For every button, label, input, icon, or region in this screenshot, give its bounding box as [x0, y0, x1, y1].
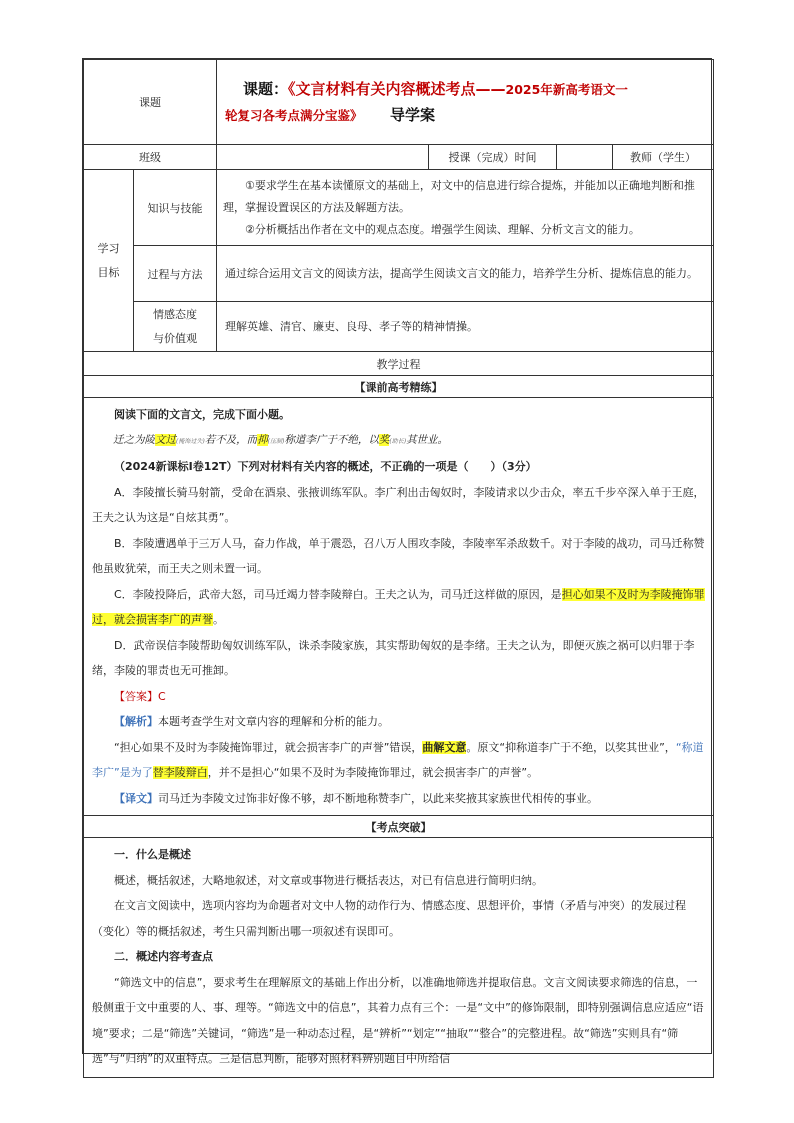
translation-line: 【译文】司马迁为李陵文过饰非好像不够，却不断地称赞李广，以此来奖掖其家族世代相传的事业。: [114, 791, 598, 805]
option-b: B．李陵遭遇单于三万人马，奋力作战，单于震恐，召八万人围攻李陵，李陵率军杀敌数千。对于李陵的战功，司马迁称赞他虽败犹荣，而王夫之则未置一词。: [92, 536, 705, 575]
topic-label: 课题: [84, 60, 217, 145]
info-row: [84, 145, 714, 170]
option-c: C．李陵投降后，武帝大怒，司马迁竭力替李陵辩白。王夫之认为，司马迁这样做的原因，是担心如果不及时为李陵掩饰罪过，就会损害李广的声誉。: [92, 587, 705, 626]
practice-content: [84, 398, 714, 816]
keypoints-row: [84, 838, 714, 1078]
keypoint-para-2: 在文言文阅读中，选项内容均为命题者对文中人物的动作行为、情感态度、思想评价，事情（矛盾与冲突）的发展过程（变化）等的概括叙述，考生只需判断出哪一项叙述有误即可。: [92, 899, 686, 938]
section1-heading-row: [84, 376, 714, 398]
goals-label: 学习 目标: [84, 170, 134, 352]
class-value[interactable]: [217, 145, 429, 170]
goal-text-knowledge: ①要求学生在基本读懂原文的基础上，对文中的信息进行综合提炼，并能加以正确地判断和推理，掌握设置误区的方法及解题方法。 ②分析概括出作者在文中的观点态度。增强学生阅读、理解、分析文言文的能力。: [217, 170, 714, 246]
lesson-plan-page: [82, 58, 712, 1065]
handwritten-passage: 迁之为陵文过(掩饰过失)若不及，而抑(压制)称道李广于不绝，以奖(助长)其世业。: [113, 433, 449, 446]
time-value[interactable]: [557, 145, 613, 170]
teacher-label: 教师（学生）: [613, 145, 714, 170]
analysis-detail: “担心如果不及时为李陵掩饰罪过，就会损害李广的声誉”错误，曲解文意。原文“抑称道李广于不绝，以奖其世业”，“称道李广”是为了替李陵辩白，并不是担心“如果不及时为李陵掩饰罪过，就会损害李广的声誉”。: [92, 740, 704, 779]
goal-row-emotion: [84, 302, 714, 352]
process-heading: 教学过程: [84, 352, 714, 376]
section2-heading: 【考点突破】: [84, 816, 714, 838]
keypoint-heading-2: 二．概述内容考查点: [114, 950, 213, 963]
practice-row: [84, 398, 714, 816]
option-a: A．李陵擅长骑马射箭，受命在酒泉、张掖训练军队。李广利出击匈奴时，李陵请求以少击众，率五千步卒深入单于王庭，王夫之认为这是“自炫其勇”。: [92, 485, 705, 524]
page-title: 课题：《文言材料有关内容概述考点——2025年新高考语文一 轮复习各考点满分宝鉴》 导学案: [217, 60, 714, 145]
goal-label-knowledge: 知识与技能: [134, 170, 217, 246]
question-text: （2024新课标Ⅰ卷12T）下列对材料有关内容的概述，不正确的一项是（ ）（3分）: [114, 460, 537, 473]
goal-row-knowledge: [84, 170, 714, 246]
section1-heading: 【课前高考精练】: [84, 376, 714, 398]
lesson-plan-table: [83, 59, 714, 1078]
time-label: 授课（完成）时间: [429, 145, 557, 170]
analysis-line: 【解析】本题考查学生对文章内容的理解和分析的能力。: [114, 715, 389, 728]
goal-label-emotion: 情感态度 与价值观: [134, 302, 217, 352]
section2-heading-row: [84, 816, 714, 838]
keypoint-heading-1: 一．什么是概述: [114, 848, 191, 861]
instruction-text: 阅读下面的文言文，完成下面小题。: [114, 408, 290, 421]
goal-text-process: 通过综合运用文言文的阅读方法，提高学生阅读文言文的能力，培养学生分析、提炼信息的能力。: [217, 246, 714, 302]
option-d: D．武帝误信李陵帮助匈奴训练军队，诛杀李陵家族，其实帮助匈奴的是李绪。王夫之认为，即便灭族之祸可以归罪于李绪，李陵的罪责也无可推卸。: [92, 638, 695, 677]
goal-label-process: 过程与方法: [134, 246, 217, 302]
goal-row-process: [84, 246, 714, 302]
class-label: 班级: [84, 145, 217, 170]
goal-text-emotion: 理解英雄、清官、廉吏、良母、孝子等的精神情操。: [217, 302, 714, 352]
keypoints-content: [84, 838, 714, 1078]
keypoint-para-3: “筛选文中的信息”，要求考生在理解原文的基础上作出分析，以准确地筛选并提取信息。文言文阅读要求筛选的信息，一般侧重于文中重要的人、事、理等。“筛选文中的信息”，其着力点有三个：一是“文中”的修饰限制，即特别强调信息应适应“语境”要求；二是“筛选”关键词，“筛选”是一种动态过程，是“辨析”“划定”“抽取”“整合”的完整进程。故“筛选”实则具有“筛选”与“归纳”的双重特点。三是信息判断，能够对照材料辨别题目中所给信: [92, 975, 704, 1065]
title-row: [84, 60, 714, 145]
keypoint-para-1: 概述，概括叙述，大略地叙述，对文章或事物进行概括表达，对已有信息进行简明归纳。: [114, 873, 543, 887]
process-heading-row: [84, 352, 714, 376]
answer-line: 【答案】C: [114, 689, 166, 703]
